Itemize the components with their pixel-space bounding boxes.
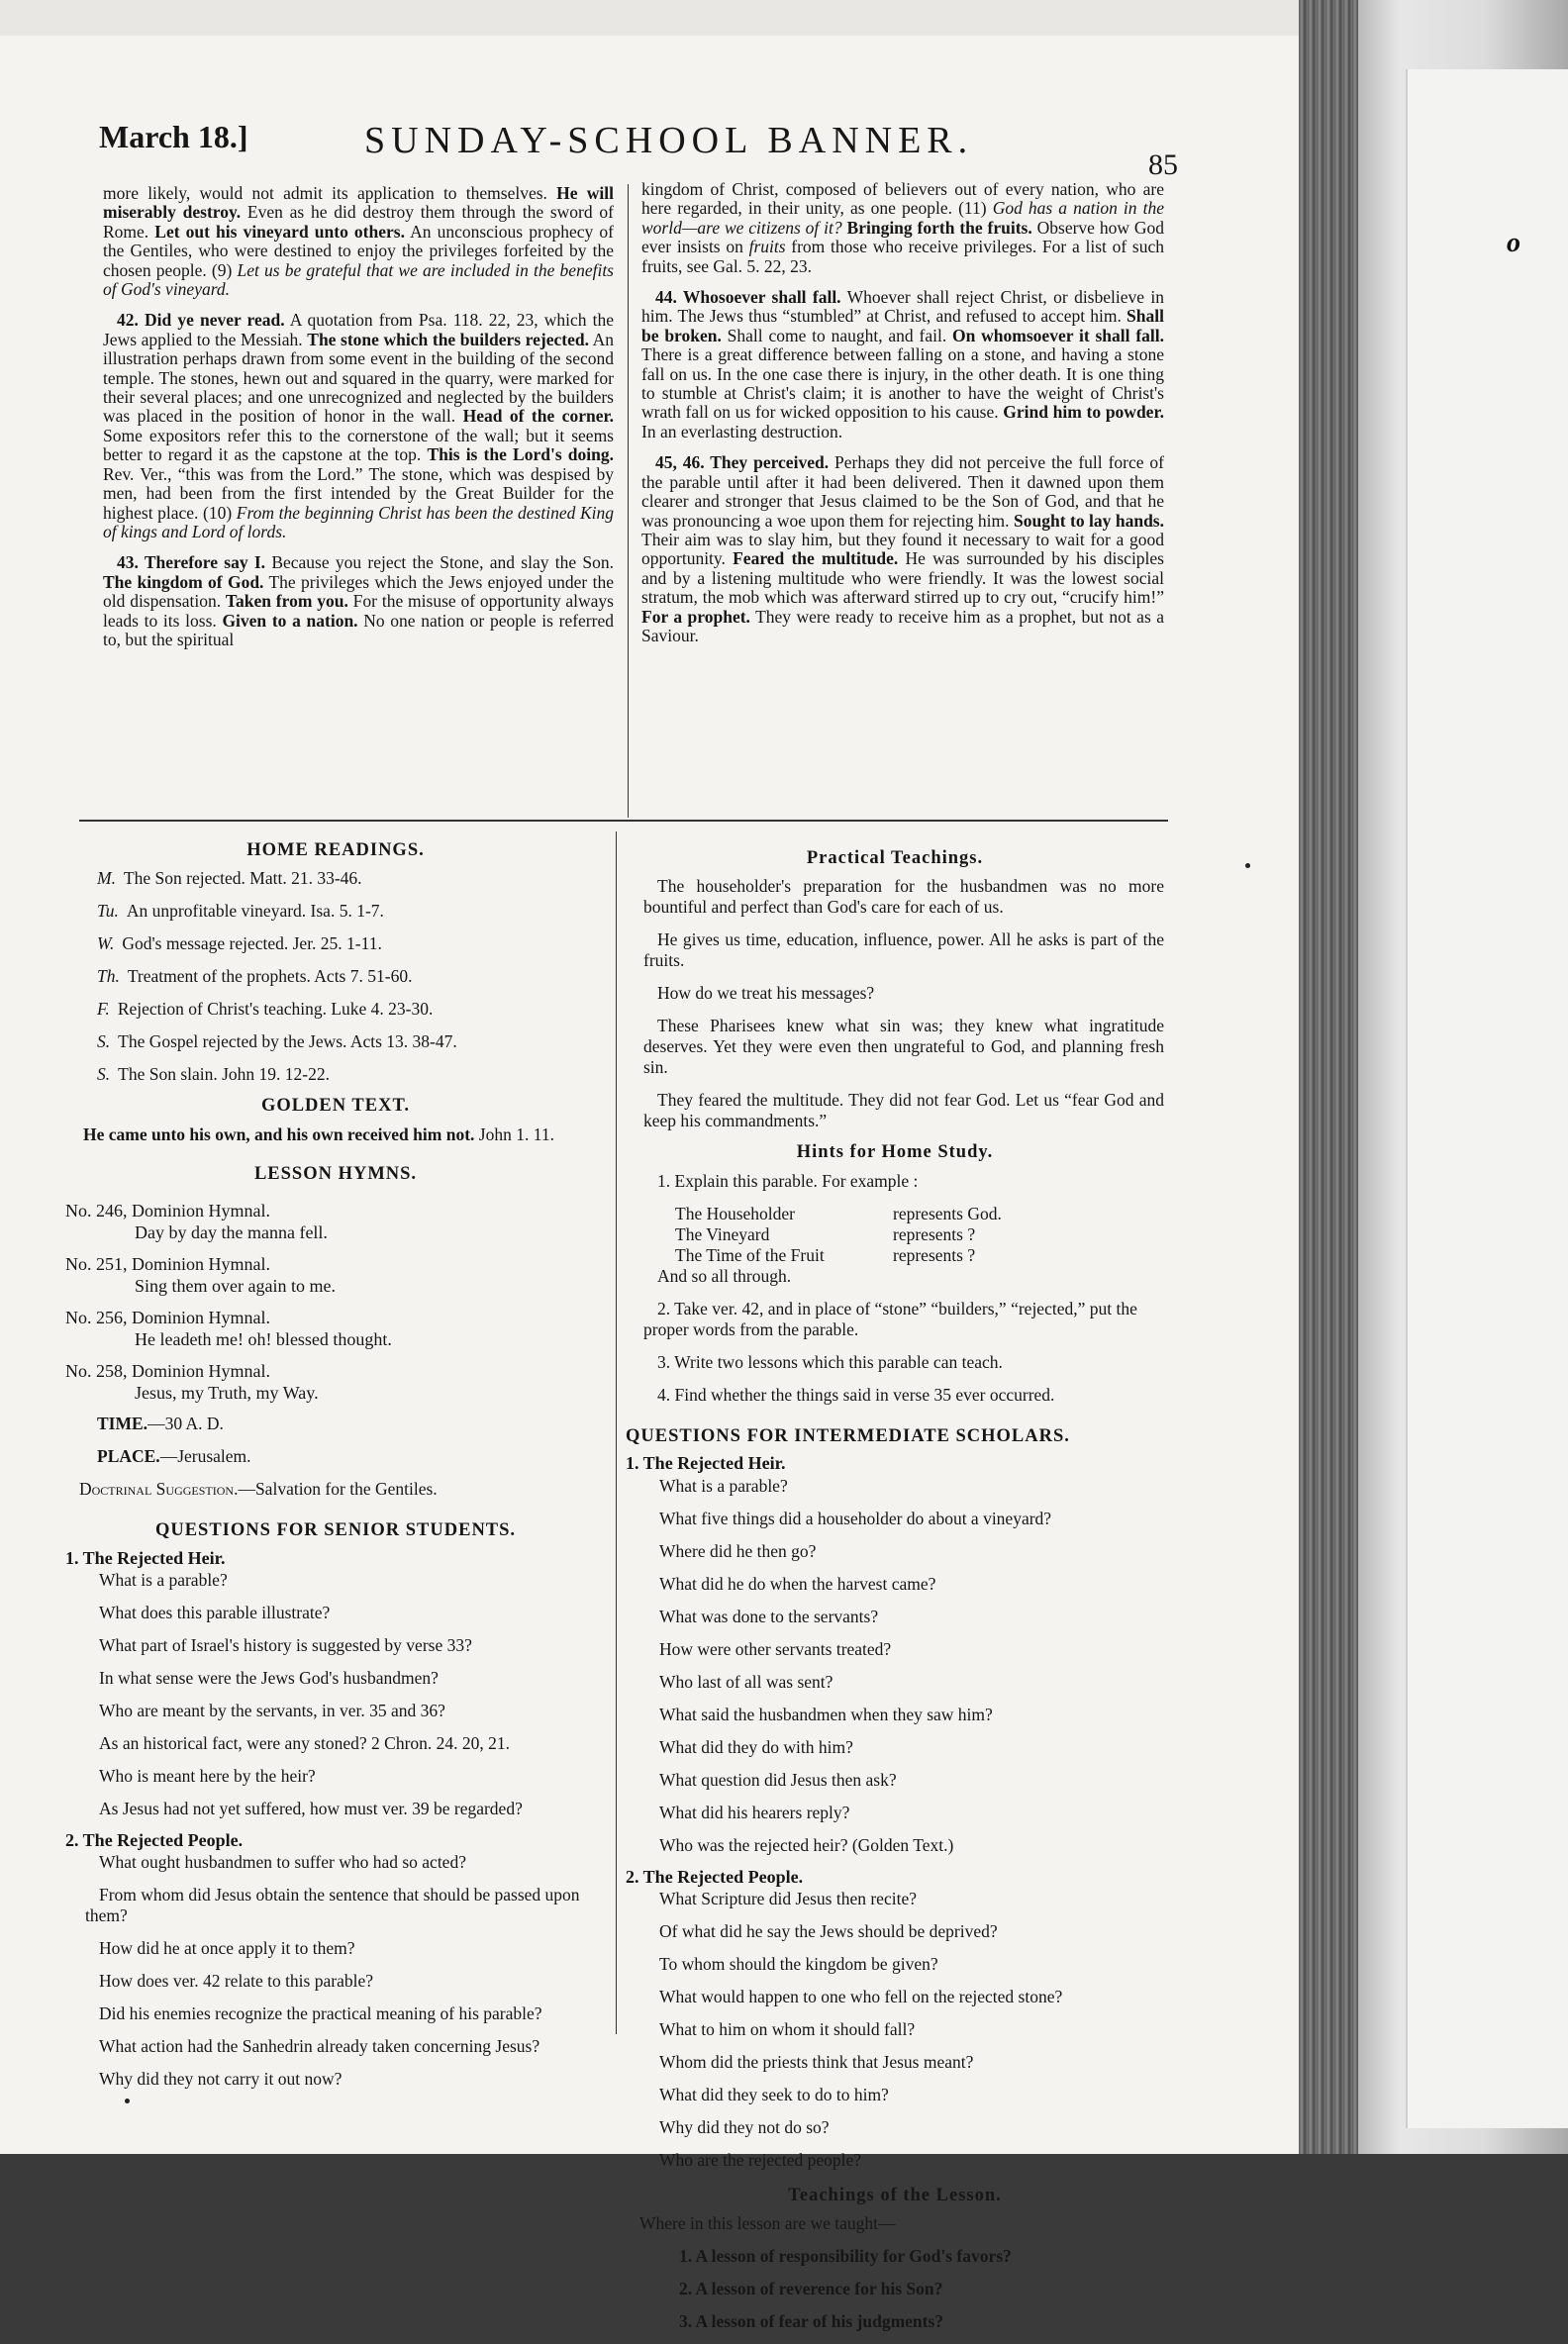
question: From whom did Jesus obtain the sentence that should be passed upon them? xyxy=(85,1885,580,1926)
question: Who are meant by the servants, in ver. 35 and 36? xyxy=(99,1701,445,1721)
reading-item xyxy=(65,999,606,1020)
reading-day: S. xyxy=(97,1031,111,1052)
practical-title: Practical Teachings. xyxy=(806,848,984,868)
reading-day: W. xyxy=(97,933,115,954)
commentary-paragraph: more likely, would not admit its application to themselves. He will miserably destroy. Even as he did destroy them through the sword of Rome. Let out his vineyard unto others. An unconscious prophecy of the Gentiles, who were destined to enjoy the privileges forfeited by the chosen people. (9) Let us be grateful that we are included in the benefits of God's vineyard. xyxy=(103,183,614,300)
commentary-left-column xyxy=(103,184,614,661)
question: Who last of all was sent? xyxy=(659,1671,833,1692)
question: What did they do with him? xyxy=(659,1736,853,1757)
reading-text: Rejection of Christ's teaching. Luke 4. 23-30. xyxy=(117,999,434,1020)
lower-right-column xyxy=(626,843,1164,2344)
intermediate-questions-title: QUESTIONS FOR INTERMEDIATE SCHOLARS. xyxy=(626,1425,1070,1446)
question: Of what did he say the Jews should be deprived? xyxy=(659,1921,998,1942)
hint-so-on: And so all through. xyxy=(657,1265,792,1286)
top-margin xyxy=(0,0,1299,36)
hint-row xyxy=(626,1204,1164,1224)
question: How does ver. 42 relate to this parable? xyxy=(99,1971,373,1992)
margin-mark: o xyxy=(1507,228,1520,258)
reading-day: F. xyxy=(97,999,110,1020)
teachings-title: Teachings of the Lesson. xyxy=(788,2186,1002,2206)
question: Why did they not carry it out now? xyxy=(99,2069,343,2090)
reading-text: The Gospel rejected by the Jews. Acts 13. 38-47. xyxy=(118,1031,457,1052)
hint-meaning: represents ? xyxy=(893,1223,976,1244)
home-readings-list xyxy=(65,868,606,1085)
commentary-right-column xyxy=(641,180,1164,657)
question-section-heading: 1. The Rejected Heir. xyxy=(65,1547,226,1568)
question: What did they seek to do to him? xyxy=(659,2085,889,2105)
senior-questions-title: QUESTIONS FOR SENIOR STUDENTS. xyxy=(154,1520,517,1541)
question: What to him on whom it should fall? xyxy=(659,2019,916,2040)
question-section-heading: 2. The Rejected People. xyxy=(626,1866,804,1887)
hymn-number: No. 246, Dominion Hymnal. xyxy=(65,1201,270,1221)
question: What said the husbandmen when they saw him? xyxy=(659,1704,993,1724)
question: Did his enemies recognize the practical meaning of his parable? xyxy=(99,2003,542,2024)
question: Why did they not do so? xyxy=(659,2117,830,2138)
hints-title: Hints for Home Study. xyxy=(796,1142,994,1163)
hymn-number: No. 256, Dominion Hymnal. xyxy=(65,1308,270,1328)
running-header xyxy=(99,119,1178,181)
header-date: March 18.] xyxy=(99,119,248,154)
reading-item xyxy=(65,1031,606,1052)
question: As Jesus had not yet suffered, how must ver. 39 be regarded? xyxy=(99,1799,523,1819)
hint-item: 2. Take ver. 42, and in place of “stone” “builders,” “rejected,” put the proper words from the parable. xyxy=(643,1298,1137,1339)
hymn-item xyxy=(65,1200,606,1243)
question: What ought husbandmen to suffer who had so acted? xyxy=(99,1852,466,1873)
reading-item xyxy=(65,933,606,954)
home-readings-title: HOME READINGS. xyxy=(246,840,425,860)
hint-row xyxy=(626,1224,1164,1245)
page-number: 85 xyxy=(1148,148,1178,181)
question: What is a parable? xyxy=(659,1475,788,1496)
header-title: SUNDAY-SCHOOL BANNER. xyxy=(364,120,974,161)
column-rule-top xyxy=(628,184,629,818)
commentary-paragraph: 45, 46. They perceived. Perhaps they did not perceive the full force of the parable until after it had been delivered. Then it dawned upon them clearer and stronger that Jesus claimed to be the Son of God, and that he was pronouncing a woe upon them for rejecting him. Sought to lay hands. Their aim was to slay him, but they found it necessary to wait for a good opportunity. Feared the multitude. He was surrounded by his disciples and by a listening multitude who were friendly. It was the lowest social stratum, the mob which was afterward stirred up to cry out, “crucify him!” For a prophet. They were ready to receive him as a prophet, but not as a Saviour. xyxy=(641,452,1164,645)
doctrinal-value: —Salvation for the Gentiles. xyxy=(238,1479,438,1500)
question: Who was the rejected heir? (Golden Text.) xyxy=(659,1834,954,1855)
question: What Scripture did Jesus then recite? xyxy=(659,1889,917,1909)
reading-day: M. xyxy=(97,868,116,889)
question: How were other servants treated? xyxy=(659,1638,892,1659)
question: How did he at once apply it to them? xyxy=(99,1938,355,1959)
time-label: TIME. xyxy=(97,1414,148,1434)
reading-item xyxy=(65,1064,606,1085)
doctrinal-line xyxy=(65,1479,606,1500)
question: Where did he then go? xyxy=(659,1540,817,1561)
question: What would happen to one who fell on the rejected stone? xyxy=(659,1987,1063,2007)
place-value: —Jerusalem. xyxy=(159,1446,251,1467)
time-value: —30 A. D. xyxy=(147,1414,224,1434)
question: To whom should the kingdom be given? xyxy=(659,1954,938,1975)
lesson-hymns-title: LESSON HYMNS. xyxy=(253,1163,418,1184)
question: What did he do when the harvest came? xyxy=(659,1573,936,1594)
hint-rows xyxy=(626,1204,1164,1266)
time-line xyxy=(65,1414,606,1434)
golden-text xyxy=(65,1124,606,1145)
doctrinal-label: Doctrinal Suggestion. xyxy=(79,1479,239,1500)
teaching-item: 2. A lesson of reverence for his Son? xyxy=(679,2279,943,2299)
intermediate-questions xyxy=(626,1454,1164,2171)
commentary-paragraph: 42. Did ye never read. A quotation from Psa. 118. 22, 23, which the Jews applied to the Messiah. The stone which the builders rejected. An illustration perhaps drawn from some event in the building of the second temple. The stones, hewn out and squared in the quarry, were marked for their several places; and one unrecognized and neglected by the builders was placed in the position of honor in the wall. Head of the corner. Some expositors refer this to the cornerstone of the wall; but it seems better to regard it as the capstone at the top. This is the Lord's doing. Rev. Ver., “this was from the Lord.” The stone, which was despised by men, had been from the first intended by the Great Builder for the highest place. (10) From the beginning Christ has been the destined King of kings and Lord of lords. xyxy=(103,310,615,541)
practical-teachings xyxy=(626,876,1164,1131)
place-label: PLACE. xyxy=(97,1446,160,1467)
practical-paragraph: How do we treat his messages? xyxy=(657,983,875,1004)
reading-item xyxy=(65,901,606,922)
hint-term: The Householder xyxy=(675,1203,796,1223)
question: What did his hearers reply? xyxy=(659,1802,850,1822)
question: What does this parable illustrate? xyxy=(99,1603,331,1623)
hymn-number: No. 258, Dominion Hymnal. xyxy=(65,1361,270,1382)
question: What action had the Sanhedrin already taken concerning Jesus? xyxy=(99,2036,540,2057)
hint-item: 1. Explain this parable. For example : xyxy=(657,1170,919,1191)
practical-paragraph: He gives us time, education, influence, power. All he asks is part of the fruits. xyxy=(643,929,1164,971)
question: What five things did a householder do about a vineyard? xyxy=(659,1508,1052,1528)
hint-item: 3. Write two lessons which this parable can teach. xyxy=(657,1351,1003,1372)
book-gutter xyxy=(1299,0,1358,2154)
question: Who is meant here by the heir? xyxy=(99,1766,316,1787)
lesson-hymns-list xyxy=(65,1200,606,1404)
teaching-item: 1. A lesson of responsibility for God's favors? xyxy=(679,2246,1012,2267)
commentary-paragraph: 43. Therefore say I. Because you reject the Stone, and slay the Son. The kingdom of God. The privileges which the Jews enjoyed under the old dispensation. Taken from you. For the misuse of opportunity always leads to its loss. Given to a nation. No one nation or people is referred to, but the spiritual xyxy=(103,552,614,649)
practical-paragraph: They feared the multitude. They did not fear God. Let us “fear God and keep his commandments.” xyxy=(643,1090,1164,1131)
senior-questions xyxy=(65,1549,606,2091)
hymn-tune: Day by day the manna fell. xyxy=(135,1222,328,1243)
question: What is a parable? xyxy=(99,1570,228,1591)
question: Who are the rejected people? xyxy=(659,2150,862,2171)
hint-term: The Vineyard xyxy=(675,1223,770,1244)
question: As an historical fact, were any stoned? 2 Chron. 24. 20, 21. xyxy=(99,1733,511,1754)
reading-day: Tu. xyxy=(97,901,119,922)
reading-day: S. xyxy=(97,1064,111,1085)
hint-meaning: represents ? xyxy=(893,1244,976,1265)
column-rule-bottom xyxy=(616,831,617,2034)
golden-text-quote: He came unto his own, and his own received him not. xyxy=(83,1123,475,1144)
hint-meaning: represents God. xyxy=(893,1203,1002,1223)
section-rule xyxy=(79,820,1168,822)
commentary-paragraph: kingdom of Christ, composed of believers out of every nation, who are here regarded, in their unity, as one people. (11) God has a nation in the world—are we citizens of it? Bringing forth the fruits. Observe how God ever insists on fruits from those who receive privileges. For a list of such fruits, see Gal. 5. 22, 23. xyxy=(641,179,1164,276)
hymn-item xyxy=(65,1360,606,1404)
hymn-item xyxy=(65,1307,606,1350)
question: What question did Jesus then ask? xyxy=(659,1769,897,1790)
reading-day: Th. xyxy=(97,966,120,987)
question: Whom did the priests think that Jesus meant? xyxy=(659,2052,974,2073)
hymn-tune: Sing them over again to me. xyxy=(135,1276,336,1297)
hint-term: The Time of the Fruit xyxy=(675,1244,825,1265)
speck xyxy=(125,2099,130,2103)
teachings-list xyxy=(626,2246,1164,2332)
reading-text: God's message rejected. Jer. 25. 1-11. xyxy=(122,933,382,954)
hint-others xyxy=(626,1299,1164,1406)
commentary-paragraph: 44. Whosoever shall fall. Whoever shall reject Christ, or disbelieve in him. The Jews thus “stumbled” at Christ, and refused to accept him. Shall be broken. Shall come to naught, and fail. On whomsoever it shall fall. There is a great difference between falling on a stone, and having a stone fall on us. In the one case there is injury, in the other death. It is one thing to stumble at Christ's claim; it is another to have the weight of Christ's wrath fall on us for wicked opposition to his cause. Grind him to powder. In an everlasting destruction. xyxy=(641,287,1164,441)
reading-text: The Son slain. John 19. 12-22. xyxy=(118,1064,331,1085)
practical-paragraph: These Pharisees knew what sin was; they knew what ingratitude deserves. Yet they were even then ungrateful to God, and planning fresh sin. xyxy=(643,1016,1164,1078)
golden-text-ref: John 1. 11. xyxy=(478,1123,554,1144)
golden-text-title: GOLDEN TEXT. xyxy=(260,1096,411,1117)
reading-text: Treatment of the prophets. Acts 7. 51-60. xyxy=(127,966,413,987)
reading-item xyxy=(65,966,606,987)
reading-text: The Son rejected. Matt. 21. 33-46. xyxy=(123,868,362,889)
question: What was done to the servants? xyxy=(659,1606,879,1626)
place-line xyxy=(65,1446,606,1467)
teachings-intro: Where in this lesson are we taught— xyxy=(639,2213,896,2234)
speck xyxy=(1245,863,1250,868)
hint-row xyxy=(626,1245,1164,1266)
reading-item xyxy=(65,868,606,889)
reading-text: An unprofitable vineyard. Isa. 5. 1-7. xyxy=(126,901,384,922)
question-section-heading: 2. The Rejected People. xyxy=(65,1830,244,1851)
hymn-tune: Jesus, my Truth, my Way. xyxy=(135,1383,319,1404)
hymn-item xyxy=(65,1253,606,1297)
question: What part of Israel's history is suggested by verse 33? xyxy=(99,1635,472,1656)
teaching-item: 3. A lesson of fear of his judgments? xyxy=(679,2311,944,2332)
hymn-number: No. 251, Dominion Hymnal. xyxy=(65,1254,270,1275)
hymn-tune: He leadeth me! oh! blessed thought. xyxy=(135,1329,392,1350)
next-page-edge xyxy=(1406,69,1568,2128)
practical-paragraph: The householder's preparation for the husbandmen was no more bountiful and perfect than God's care for each of us. xyxy=(643,876,1164,918)
question-section-heading: 1. The Rejected Heir. xyxy=(626,1453,786,1474)
hint-item: 4. Find whether the things said in verse 35 ever occurred. xyxy=(657,1384,1055,1405)
lower-left-column xyxy=(65,835,606,2101)
question: In what sense were the Jews God's husbandmen? xyxy=(99,1668,439,1689)
